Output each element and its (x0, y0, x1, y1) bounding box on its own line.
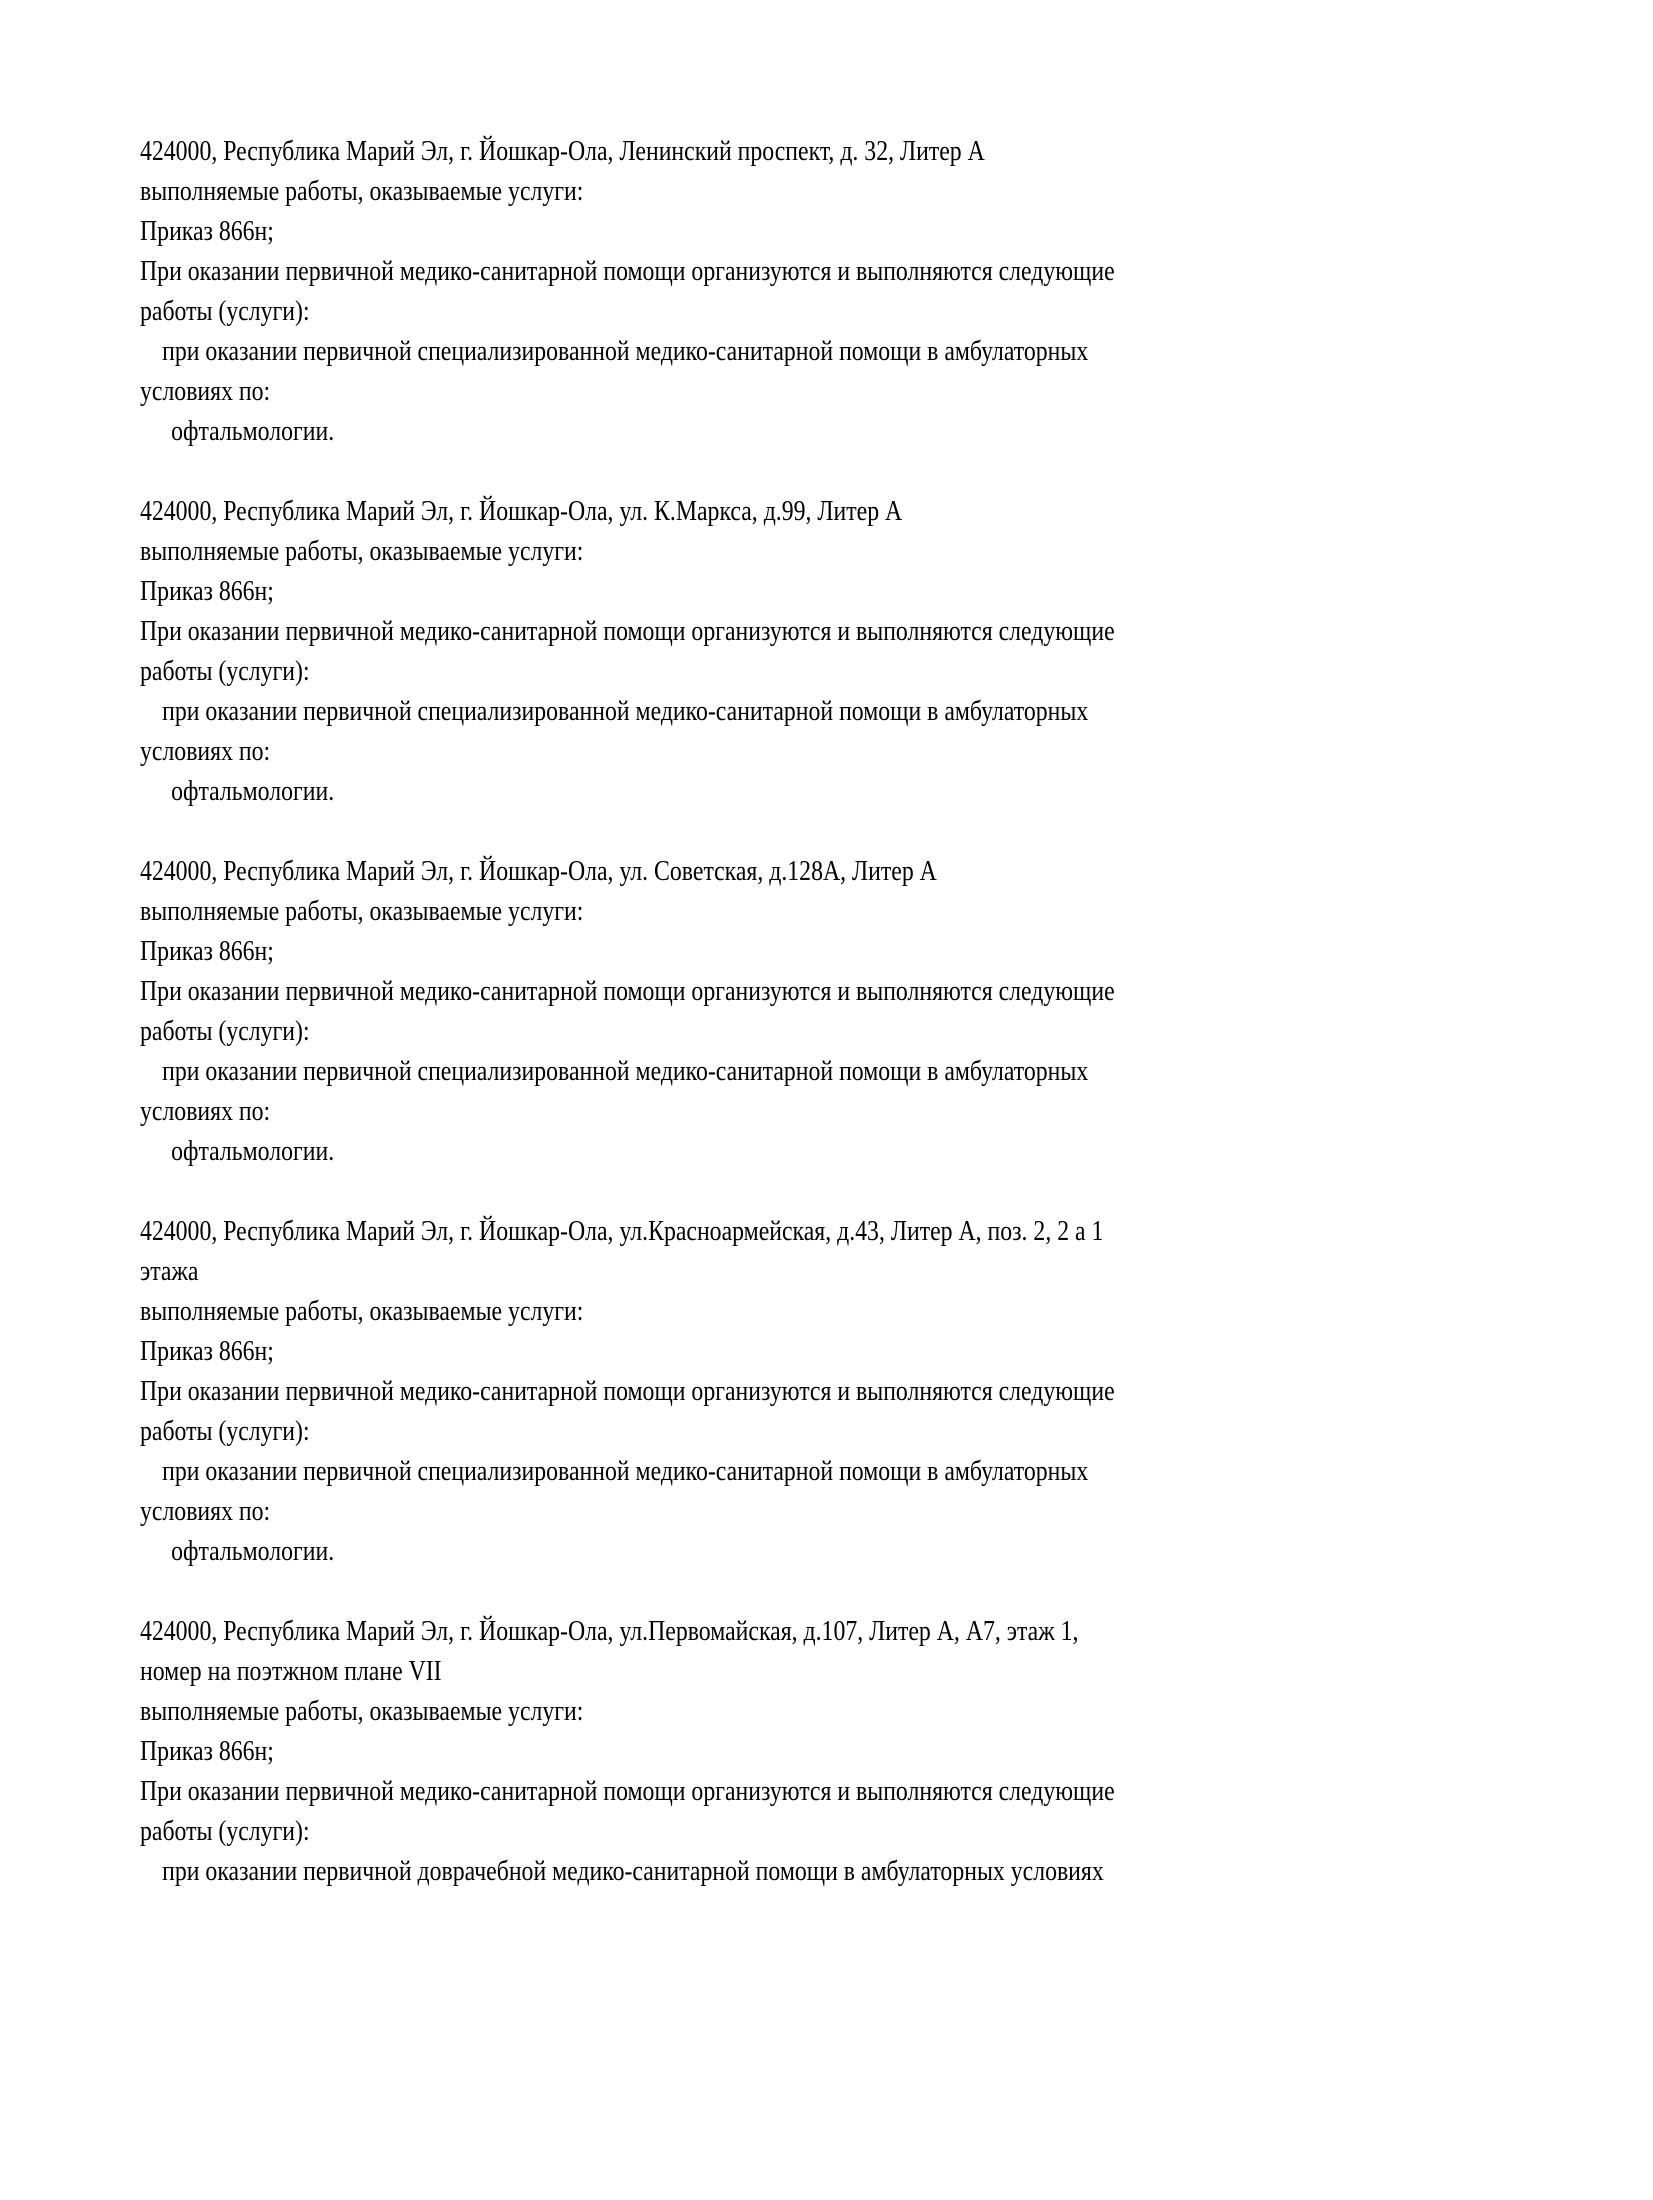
text-line: Приказ 866н; (140, 575, 274, 607)
license-address-block (140, 1611, 1600, 1891)
text-line: Приказ 866н; (140, 215, 274, 247)
text-line: При оказании первичной медико-санитарной помощи организуются и выполняются следующие (140, 615, 1115, 647)
text-line: 424000, Республика Марий Эл, г. Йошкар-Ола, ул. К.Маркса, д.99, Литер А (140, 495, 903, 527)
text-line: выполняемые работы, оказываемые услуги: (140, 895, 584, 927)
license-address-block (140, 851, 1600, 1171)
text-line: условиях по: (140, 1495, 271, 1527)
text-line: При оказании первичной медико-санитарной помощи организуются и выполняются следующие (140, 1775, 1115, 1807)
text-line: номер на поэтжном плане VII (140, 1655, 442, 1687)
text-line: выполняемые работы, оказываемые услуги: (140, 175, 584, 207)
text-line: этажа (140, 1255, 199, 1287)
text-line: выполняемые работы, оказываемые услуги: (140, 1695, 584, 1727)
text-line: Приказ 866н; (140, 1335, 274, 1367)
text-line: работы (услуги): (140, 1415, 310, 1447)
text-line: выполняемые работы, оказываемые услуги: (140, 1295, 584, 1327)
text-line: 424000, Республика Марий Эл, г. Йошкар-Ола, Ленинский проспект, д. 32, Литер А (140, 135, 985, 167)
text-line: условиях по: (140, 1095, 271, 1127)
text-line: 424000, Республика Марий Эл, г. Йошкар-Ола, ул. Советская, д.128А, Литер А (140, 855, 937, 887)
text-line: При оказании первичной медико-санитарной помощи организуются и выполняются следующие (140, 975, 1115, 1007)
text-line: работы (услуги): (140, 1815, 310, 1847)
text-line: при оказании первичной доврачебной медико-санитарной помощи в амбулаторных условиях (162, 1855, 1104, 1887)
text-line: выполняемые работы, оказываемые услуги: (140, 535, 584, 567)
text-line: при оказании первичной специализированной медико-санитарной помощи в амбулаторных (162, 695, 1089, 727)
text-line: работы (услуги): (140, 1015, 310, 1047)
text-line: работы (услуги): (140, 655, 310, 687)
text-line: работы (услуги): (140, 295, 310, 327)
license-address-block (140, 491, 1600, 811)
text-line: При оказании первичной медико-санитарной помощи организуются и выполняются следующие (140, 1375, 1115, 1407)
text-line: офтальмологии. (171, 1535, 335, 1567)
text-line: Приказ 866н; (140, 1735, 274, 1767)
text-line: при оказании первичной специализированной медико-санитарной помощи в амбулаторных (162, 1455, 1089, 1487)
text-line: офтальмологии. (171, 1135, 335, 1167)
text-line: 424000, Республика Марий Эл, г. Йошкар-Ола, ул.Первомайская, д.107, Литер А, А7, этаж 1, (140, 1615, 1079, 1647)
license-text-body (140, 131, 1600, 1931)
text-line: при оказании первичной специализированной медико-санитарной помощи в амбулаторных (162, 1055, 1089, 1087)
text-line: При оказании первичной медико-санитарной помощи организуются и выполняются следующие (140, 255, 1115, 287)
license-address-block (140, 131, 1600, 451)
text-line: офтальмологии. (171, 415, 335, 447)
text-line: условиях по: (140, 375, 271, 407)
text-line: при оказании первичной специализированной медико-санитарной помощи в амбулаторных (162, 335, 1089, 367)
text-line: офтальмологии. (171, 775, 335, 807)
text-line: Приказ 866н; (140, 935, 274, 967)
license-address-block (140, 1211, 1600, 1571)
text-line: условиях по: (140, 735, 271, 767)
text-line: 424000, Республика Марий Эл, г. Йошкар-Ола, ул.Красноармейская, д.43, Литер А, поз. 2, 2 а 1 (140, 1215, 1104, 1247)
